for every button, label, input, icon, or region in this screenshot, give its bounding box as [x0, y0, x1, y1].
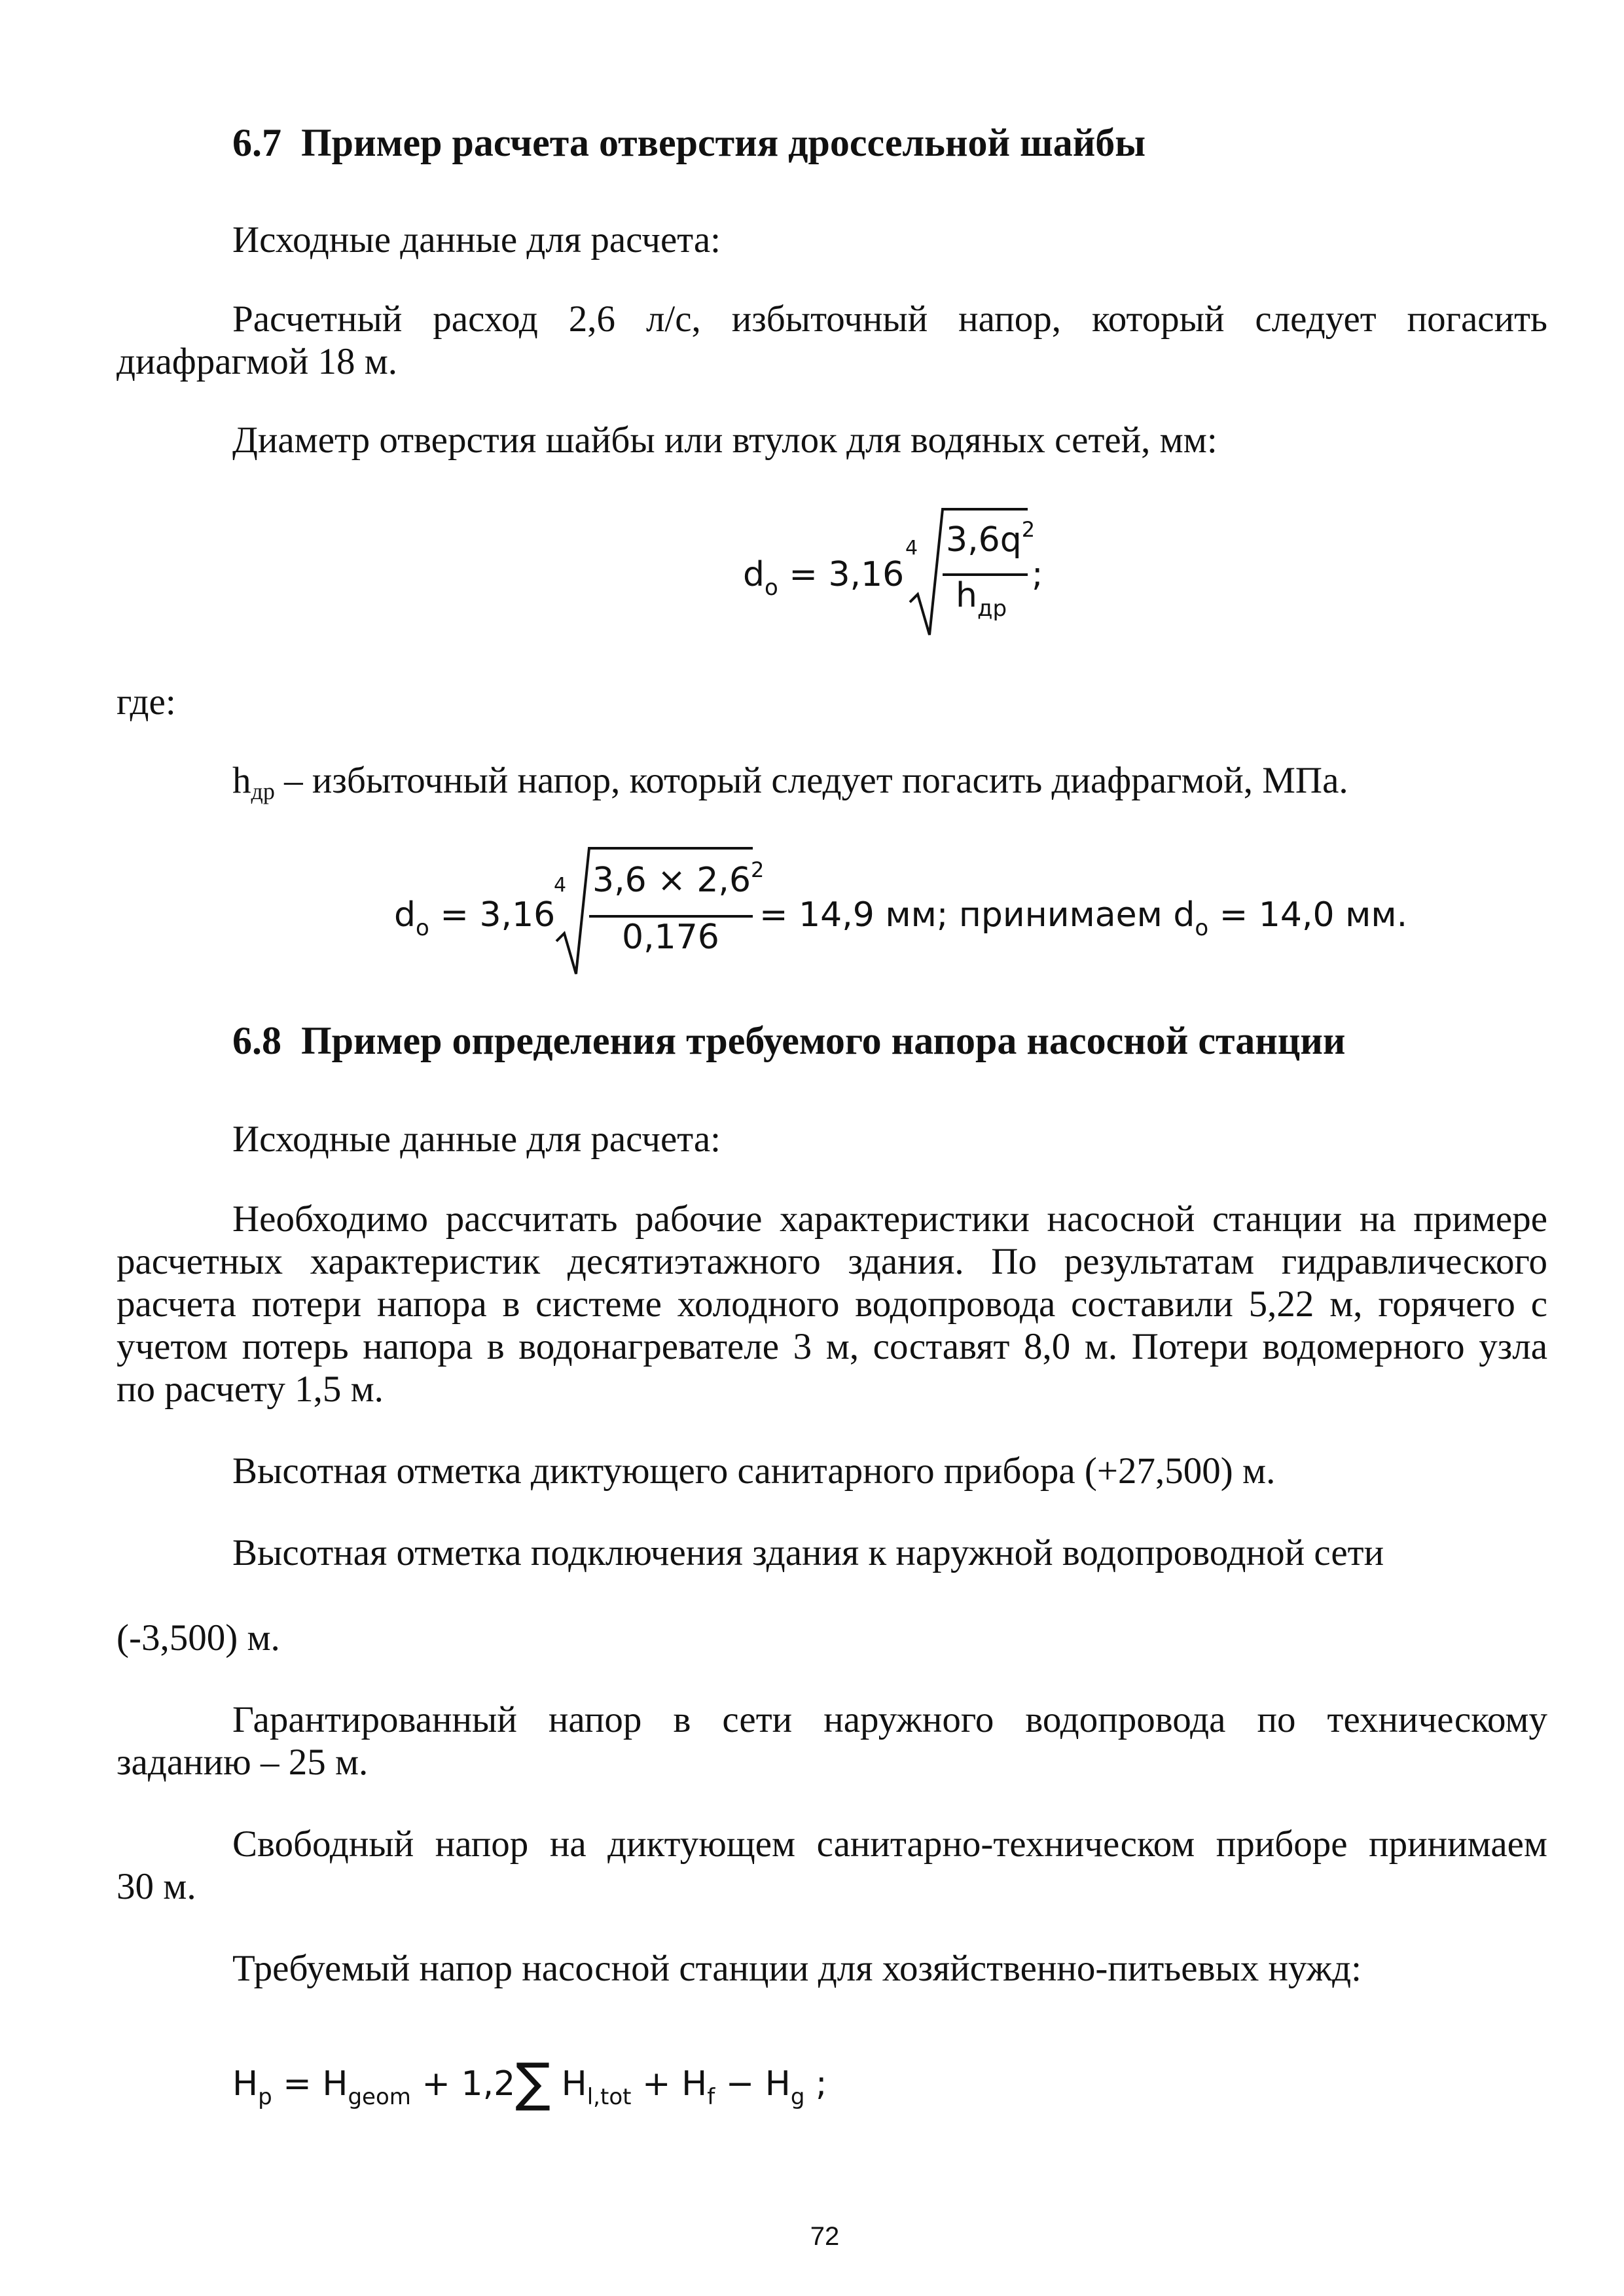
paragraph-line: (-3,500) м.	[117, 1617, 280, 1659]
paragraph-line: расчета потери напора в системе холодного водопровода составили 5,22 м, горячего с	[117, 1283, 1547, 1325]
paragraph-line: учетом потерь напора в водонагревателе 3 м, составят 8,0 м. Потери водомерного узла	[117, 1326, 1547, 1367]
paragraph-line: заданию – 25 м.	[117, 1742, 369, 1783]
root-index: 4	[554, 874, 567, 897]
section-heading-6-8	[232, 1018, 1345, 1064]
paragraph-line: по расчету 1,5 м.	[117, 1369, 384, 1410]
paragraph-text: Диаметр отверстия шайбы или втулок для водяных сетей, мм:	[232, 420, 1218, 461]
paragraph-line: диафрагмой 18 м.	[117, 341, 398, 382]
paragraph-text: Высотная отметка диктующего санитарного прибора (+27,500) м.	[232, 1450, 1276, 1492]
intro-text: Исходные данные для расчета:	[232, 1119, 721, 1160]
paragraph-line: расчетных характеристик десятиэтажного здания. По результатам гидравлического	[117, 1241, 1547, 1282]
page-number: 72	[810, 2222, 840, 2251]
section-number: 6.8	[232, 1019, 281, 1062]
sum-symbol: ∑	[515, 2052, 551, 2113]
formula-required-head: $H_p = H_{geom} + 1,2\sum$ $H_{l,tot} + H_f - H_g$ ;	[232, 2052, 827, 2113]
paragraph-line: Необходимо рассчитать рабочие характеристики насосной станции на примере	[232, 1198, 1547, 1240]
paragraph-line: Гарантированный напор в сети наружного водопровода по техническому	[232, 1699, 1547, 1740]
section-number: 6.7	[232, 121, 281, 164]
section-title: Пример определения требуемого напора насосной станции	[301, 1019, 1346, 1062]
intro-text: Исходные данные для расчета:	[232, 219, 721, 260]
section-heading-6-7	[232, 120, 1146, 166]
where-text: где:	[117, 681, 176, 723]
section-title: Пример расчета отверстия дроссельной шайбы	[301, 121, 1146, 164]
definition-text: hдр – избыточный напор, который следует погасить диафрагмой, МПа.	[232, 760, 1348, 804]
paragraph-line: Расчетный расход 2,6 л/с, избыточный напор, который следует погасить	[232, 298, 1547, 340]
paragraph-text: Требуемый напор насосной станции для хозяйственно-питьевых нужд:	[232, 1948, 1362, 1989]
document-page: 6.7 Пример расчета отверстия дроссельной шайбы Исходные данные для расчета: Расчетный расход 2,6 л/с, избыточный напор, который следует погасить диафрагмой 18 м. Диаметр отверстия шайбы или втулок для водяных сетей, мм: $d_о = 3,16$ 4 $3,6q^2$ $h_{др}$ ; где: hдр – избыточный напор, который следует погасить диафрагмой, МПа. $d_о = 3,16$ 4 $3,6 \times 2,6^2$ 0,176 = 14,9 мм; принимаем $d_о = 14,0$ мм. 6.8 Пример определения требуемого напора насосной станции Исходные данные для расчета: Необходимо рассчитать рабочие характеристики насосной станции на примере расчетных характеристик десятиэтажного здания. По результатам гидравлического расчета потери напора в системе холодного водопровода составили 5,22 м, горячего с учетом потерь напора в водонагревателе 3 м, составят 8,0 м. Потери водомерного узла по расчету 1,5 м. Высотная отметка диктующего санитарного прибора (+27,500) м. Высотная отметка подключения здания к наружной водопроводной сети (-3,500) м. Гарантированный напор в сети наружного водопровода по техническому заданию – 25 м. Свободный напор на диктующем санитарно-техническом приборе принимаем 30 м. Требуемый напор насосной станции для хозяйственно-питьевых нужд: $H_p = H_{geom} + 1,2\sum$ $H_{l,tot} + H_f - H_g$ ; 72	[117, 121, 1547, 2251]
paragraph-line: 30 м.	[117, 1866, 196, 1907]
paragraph-line: Свободный напор на диктующем санитарно-техническом приборе принимаем	[232, 1823, 1547, 1865]
paragraph-line: Высотная отметка подключения здания к наружной водопроводной сети	[232, 1532, 1384, 1573]
root-index: 4	[905, 537, 918, 560]
